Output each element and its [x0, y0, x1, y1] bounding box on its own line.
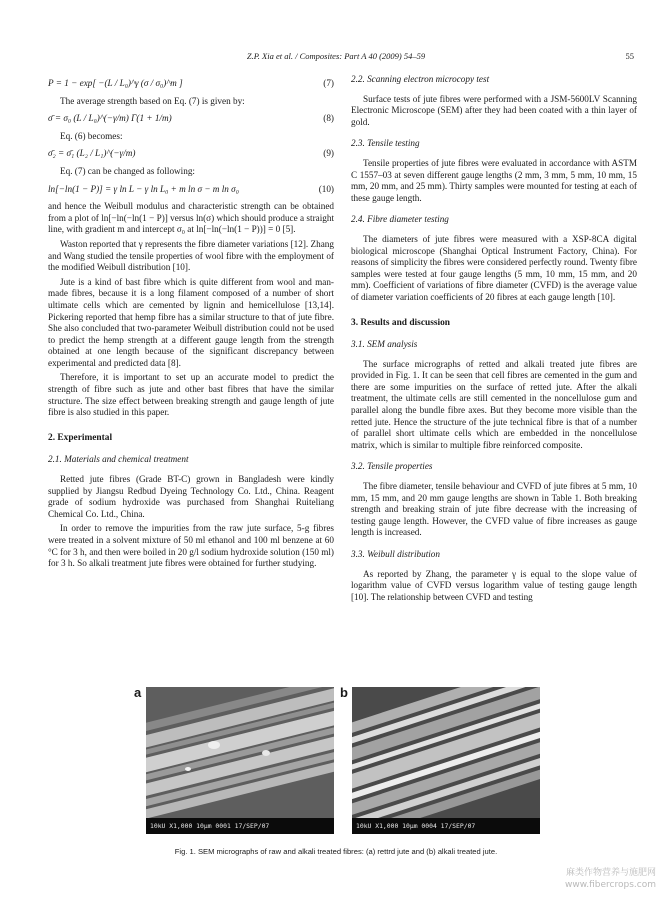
panel-label-a: a [134, 685, 142, 700]
paragraph-average: The average strength based on Eq. (7) is given by: [60, 95, 245, 106]
watermark-line-1: 麻类作物营养与施肥网 [565, 868, 656, 878]
subsection-heading-tensile-testing: 2.3. Tensile testing [351, 138, 420, 149]
equation-10-number: (10) [318, 183, 334, 194]
equation-9-text: σ̄₂ = σ̄₁ (L₂ / L₁)^(−γ/m) [48, 148, 136, 159]
paragraph-sem-analysis: The surface micrographs of retted and alkali treated jute fibres are provided in Fig. 1. It can be seen that cell fibres are cemented in the gum and there are some impurities on the surface of retted jute. After the alkali treatment, the ultimate cells are still cemented in the noncellulose gum and parallel along the bundle fibre axes. But they become more visible than the retted jute. Hence the structure of the jute technical fibre is that of a number of parallel short ultimate cells which are embedded in the noncellulose matrix, which is similar to multiple fibre reinforced composite. [351, 358, 637, 450]
watermark [565, 867, 656, 891]
paragraph-weibull-modulus: and hence the Weibull modulus and characteristic strength can be obtained from a plot of ln[−ln(−ln(1 − P)] versus ln(σ) which should produce a straight line, with gradient m and intercept σ₀ at ln[−ln(−ln(1 − P))] = 0 [5]. [48, 201, 334, 235]
paragraph-tensile-testing: Tensile properties of jute fibres were evaluated in accordance with ASTM C 1557–03 at seven different gauge lengths (2 mm, 3 mm, 5 mm, 10 mm, 15 mm, 20 mm, and 25 mm). Thirty samples were mounted for testing at each of these gauge length. [351, 157, 637, 203]
sem-micrograph-alkali [352, 687, 540, 834]
paragraph-diameter: The diameters of jute fibres were measured with a XSP-8CA digital biological microscope (Shanghai Optical Instrument Factory, China). For reasons of simplicity the fibres were considered perfectly round. Twenty fibre samples were tested at four gauge lengths (5 mm, 10 mm, 15 mm, and 20 mm). Coefficient of variations of fibre diameter (CVFD) is the average value of diameter variation coefficients of 20 fibres at each gauge length [10]. [351, 233, 637, 302]
subsection-heading-materials: 2.1. Materials and chemical treatment [48, 454, 189, 465]
paragraph-eq6: Eq. (6) becomes: [60, 130, 123, 141]
paragraph-retted: Retted jute fibres (Grade BT-C) grown in Bangladesh were kindly supplied by Jiangsu Redbud Dyeing Technology Co. Ltd., China. Reagent grade of sodium hydroxide was purchased from Shanghai Ruiteliang Chemical Co. Ltd., China. [48, 474, 334, 519]
scalebar-a: 10kU X1,000 10μm 0001 17/SEP/07 [146, 818, 334, 834]
paragraph-therefore: Therefore, it is important to set up an accurate model to predict the strength of fibre such as jute and other bast fibres that have the similar structure. The size effect between breaking strength and gauge length of jute fibre is also studied in this paper. [48, 372, 334, 418]
paragraph-sem-test: Surface tests of jute fibres were performed with a JSM-5600LV Scanning Electronic Microscope (SEM) after they had been coated with a thin layer of gold. [351, 93, 637, 127]
equation-7-text: P = 1 − exp[ −(L / L₀)^γ (σ / σ₀)^m ] [48, 78, 183, 88]
sem-micrograph-retted [146, 687, 334, 834]
equation-9 [48, 148, 334, 160]
equation-8-text: σ̄ = σ₀ (L / L₀)^(−γ/m) Γ(1 + 1/m) [48, 113, 172, 124]
equation-7-number: (7) [323, 78, 334, 88]
page-number: 55 [625, 51, 634, 61]
paragraph-impurities: In order to remove the impurities from the raw jute surface, 5-g fibres were treated in a solvent mixture of 50 ml ethanol and 100 ml benzene at 60 °C for 3 h, and then were boiled in 20 g/l sodium hydroxide solution (150 ml) for 3 h. So alkali treatment jute fibres were obtained for further studying. [48, 523, 334, 569]
section-heading-experimental: 2. Experimental [48, 432, 113, 443]
paragraph-jute: Jute is a kind of bast fibre which is quite different from wool and man-made fibres, because it is a long filament composed of a number of short ultimate cells which are cemented by lignin and hemicellulose [13,14]. Pickering reported that hemp fibre has a similar structure to that of jute fibre. She also concluded that two-parameter Weibull distribution could not be used to predict the hemp strength at a different gauge length from the strength obtained at one length because of the significant discrepancy between experimental and predicted data [8]. [48, 276, 334, 368]
equation-8-number: (8) [323, 113, 334, 124]
equation-9-number: (9) [323, 148, 334, 159]
section-heading-results: 3. Results and discussion [351, 317, 450, 328]
equation-10 [48, 184, 334, 196]
subsection-heading-tensile-properties: 3.2. Tensile properties [351, 461, 433, 472]
micrograph-a-image [146, 687, 334, 834]
figure-caption: Fig. 1. SEM micrographs of raw and alkali treated fibres: (a) rettrd jute and (b) alkali treated jute. [174, 847, 498, 856]
paragraph-weibull: As reported by Zhang, the parameter γ is equal to the slope value of logarithm value of CVFD versus logarithm value of testing gauge length [10]. The relationship between CVFD and testing [351, 568, 637, 602]
subsection-heading-sem-test: 2.2. Scanning electron microcopy test [351, 74, 490, 84]
running-header [0, 51, 672, 65]
paragraph-changed: Eq. (7) can be changed as following: [60, 165, 195, 176]
equation-10-text: ln[−ln(1 − P)] = γ ln L − γ ln L₀ + m ln σ − m ln σ₀ [48, 183, 239, 194]
left-column [48, 72, 334, 573]
figure-1 [134, 685, 540, 842]
subsection-heading-weibull: 3.3. Weibull distribution [351, 549, 440, 559]
micrograph-b-image [352, 687, 540, 834]
subsection-heading-sem-analysis: 3.1. SEM analysis [351, 339, 418, 350]
equation-7 [48, 78, 334, 90]
right-column [351, 72, 637, 606]
panel-label-b: b [340, 685, 348, 700]
subsection-heading-diameter: 2.4. Fibre diameter testing [351, 214, 449, 225]
watermark-line-2: www.fibercrops.com [565, 880, 656, 890]
scalebar-b: 10kU X1,000 10μm 0004 17/SEP/07 [352, 818, 540, 834]
equation-8 [48, 113, 334, 125]
paragraph-tensile-properties: The fibre diameter, tensile behaviour and CVFD of jute fibres at 5 mm, 10 mm, 15 mm, and 20 mm gauge lengths are shown in Table 1. Both breaking strength and breaking strain of jute fibre decrease with the increasing of testing gauge length. However, the CVFD value of fibre increases as gauge length is increased. [351, 481, 637, 538]
journal-header: Z.P. Xia et al. / Composites: Part A 40 (2009) 54–59 [246, 51, 426, 61]
paragraph-waston: Waston reported that γ represents the fibre diameter variations [12]. Zhang and Wang studied the tensile properties of wool fibre with the employment of the modified Weibull distribution [10]. [48, 238, 334, 273]
